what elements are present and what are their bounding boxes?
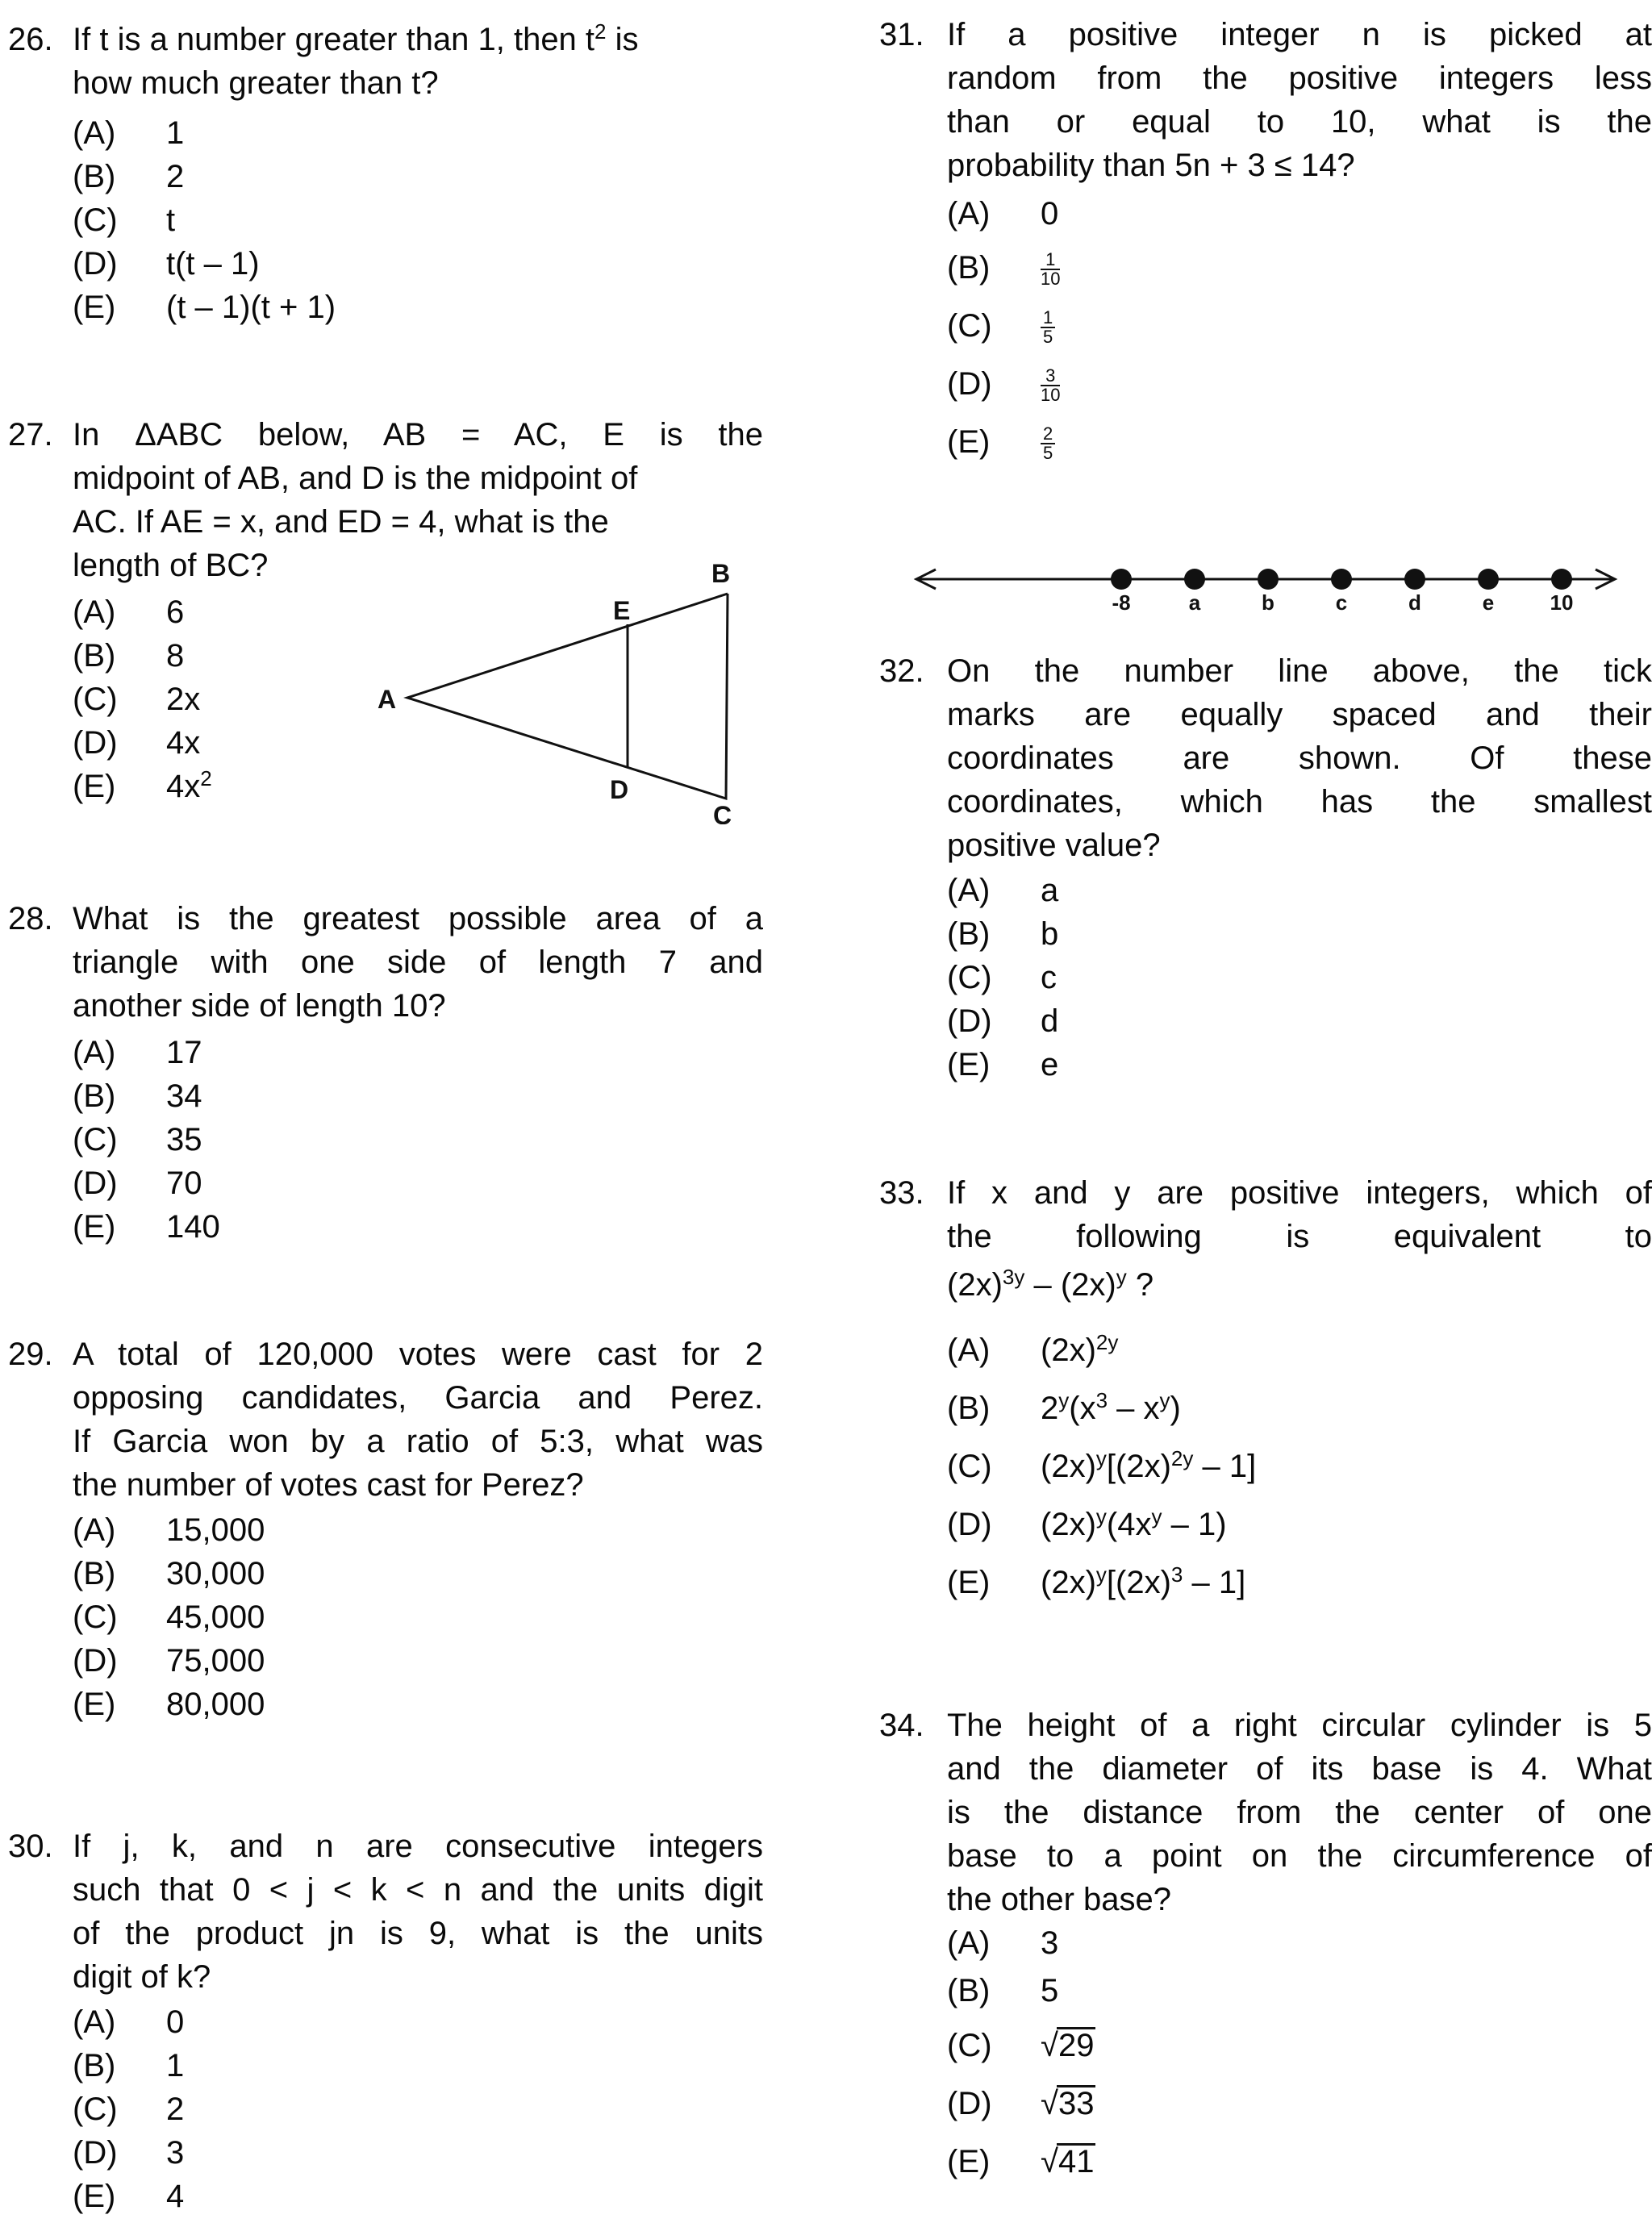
- triangle-figure: [371, 550, 750, 824]
- choice-value: 35: [166, 1122, 202, 1157]
- choice-letter: (A): [73, 115, 116, 151]
- question-text-line: coordinates are shown. Of these: [947, 740, 1652, 776]
- choice-letter: (C): [73, 1122, 118, 1157]
- choice-letter: (D): [73, 2135, 118, 2171]
- question-number: 28.: [8, 901, 53, 936]
- choice-value: e: [1041, 1047, 1059, 1082]
- choice-expression: $(2x)^{2y}$: [1041, 1330, 1119, 1368]
- choice-value: 2: [166, 159, 185, 194]
- tick-point: [1111, 569, 1132, 590]
- choice-letter: (C): [947, 2028, 992, 2063]
- question-text-line: marks are equally spaced and their: [947, 697, 1652, 732]
- question-text-line: digit of k?: [73, 1959, 211, 1995]
- choice-expression: $(2x)^y[(2x)^3 - 1]$: [1041, 1562, 1246, 1600]
- choice-value: 5: [1041, 1973, 1059, 2008]
- tick-label: 10: [1550, 590, 1574, 615]
- question-number: 29.: [8, 1337, 53, 1372]
- choice-letter: (C): [947, 960, 992, 995]
- choice-letter: (C): [73, 2092, 118, 2127]
- question-text-line: coordinates, which has the smallest: [947, 784, 1652, 820]
- triangle-outline: [407, 594, 728, 799]
- choice-letter: (B): [73, 1556, 116, 1591]
- choice-letter: (B): [73, 159, 116, 194]
- question-text-line: and the diameter of its base is 4. What: [947, 1751, 1652, 1787]
- choice-expression: $2^y(x^3 - x^y)$: [1041, 1388, 1181, 1426]
- question-text-line: another side of length 10?: [73, 988, 446, 1024]
- question-text-line: of the product jn is 9, what is the units: [73, 1916, 763, 1951]
- question-text-line: length of BC?: [73, 548, 269, 583]
- choice-letter: (E): [73, 1687, 116, 1722]
- choice-letter: (C): [73, 1599, 118, 1635]
- vertex-label-b: B: [711, 559, 731, 588]
- choice-letter: (E): [73, 769, 116, 804]
- choice-letter: (C): [73, 202, 118, 238]
- choice-value: 4: [166, 2179, 185, 2214]
- choice-value: 1: [166, 115, 185, 151]
- choice-letter: (E): [73, 2179, 116, 2214]
- tick-point: [1258, 569, 1279, 590]
- question-30: [0, 1825, 774, 2214]
- choice-letter: (A): [947, 873, 991, 908]
- choice-letter: (D): [73, 246, 118, 282]
- choice-letter: (D): [73, 725, 118, 761]
- exponent: 2: [200, 766, 212, 790]
- question-text-line: If t is a number greater than 1, then $t^2$ is: [73, 19, 639, 57]
- choice-letter: (E): [947, 2144, 991, 2179]
- question-29: [0, 1333, 774, 1722]
- question-31: [879, 13, 1652, 464]
- question-text-line: opposing candidates, Garcia and Perez.: [73, 1380, 763, 1416]
- choice-value: 8: [166, 638, 185, 674]
- question-text-line: base to a point on the circumference of: [947, 1838, 1652, 1874]
- question-number: 34.: [879, 1708, 924, 1743]
- choice-value: 75,000: [166, 1643, 265, 1679]
- vertex-label-c: C: [713, 801, 732, 824]
- exponent: 2: [594, 19, 607, 44]
- vertex-label-d: D: [610, 775, 629, 804]
- choice-expression: $(2x)^y[(2x)^{2y} - 1]$: [1041, 1446, 1257, 1484]
- question-27: [0, 413, 774, 824]
- question-text-line: If Garcia won by a ratio of 5:3, what was: [73, 1424, 763, 1459]
- tick-label: c: [1335, 590, 1348, 615]
- choice-value: 80,000: [166, 1687, 265, 1722]
- choice-letter: (B): [947, 916, 991, 952]
- choice-letter: (A): [947, 1925, 991, 1961]
- choice-letter: (B): [947, 250, 991, 286]
- tick-label: d: [1408, 590, 1421, 615]
- tick-point: [1404, 569, 1425, 590]
- choice-letter: (A): [947, 1333, 991, 1368]
- question-text-line: If j, k, and n are consecutive integers: [73, 1829, 763, 1864]
- choice-value: t(t – 1): [166, 246, 260, 282]
- choice-value: b: [1041, 916, 1059, 952]
- question-number: 27.: [8, 417, 53, 453]
- question-text-line: A total of 120,000 votes were cast for 2: [73, 1337, 763, 1372]
- choice-fraction: $\frac{1}{10}$: [1041, 249, 1061, 290]
- choice-value: 17: [166, 1035, 202, 1070]
- choice-letter: (E): [947, 1565, 991, 1600]
- square-root: √41: [1041, 2144, 1095, 2179]
- question-text-line: If a positive integer n is picked at: [947, 17, 1652, 52]
- choice-letter: (D): [73, 1166, 118, 1201]
- choice-value: a: [1041, 873, 1059, 908]
- choice-letter: (D): [947, 366, 992, 402]
- question-28: [0, 897, 774, 1245]
- choice-value: 45,000: [166, 1599, 265, 1635]
- tick-label: a: [1188, 590, 1201, 615]
- question-text-line: midpoint of AB, and D is the midpoint of: [73, 461, 638, 496]
- choice-fraction: $\frac{2}{5}$: [1041, 413, 1055, 471]
- choice-value: t: [166, 202, 176, 238]
- question-33: [879, 1171, 1652, 1600]
- choice-value: 0: [166, 2004, 185, 2040]
- square-root: √33: [1041, 2086, 1095, 2121]
- question-number: 30.: [8, 1829, 53, 1864]
- question-text-line: than or equal to 10, what is the: [947, 104, 1652, 140]
- choice-value: 6: [166, 594, 185, 630]
- question-32: [879, 649, 1652, 1082]
- question-text-line: In ΔABC below, AB = AC, E is the: [73, 417, 763, 453]
- choice-value: 3: [166, 2135, 185, 2171]
- choice-letter: (E): [947, 1047, 991, 1082]
- choice-value: 15,000: [166, 1512, 265, 1548]
- question-text-line: the following is equivalent to: [947, 1219, 1652, 1254]
- choice-letter: (E): [73, 1209, 116, 1245]
- number-line-figure: [912, 557, 1621, 621]
- choice-expression: $(2x)^y(4x^y - 1)$: [1041, 1504, 1227, 1542]
- choice-value: 4x: [166, 725, 201, 761]
- choice-letter: (E): [73, 290, 116, 325]
- choice-value: 0: [1041, 196, 1059, 231]
- choice-value: (t – 1)(t + 1): [166, 290, 336, 325]
- tick-point: [1551, 569, 1572, 590]
- question-text-line: probability than 5n + 3 ≤ 14?: [947, 148, 1355, 183]
- choice-value: 1: [166, 2048, 185, 2083]
- question-34: [879, 1704, 1652, 2179]
- choice-letter: (B): [947, 1391, 991, 1426]
- choice-value: 34: [166, 1078, 202, 1114]
- tick-point: [1478, 569, 1499, 590]
- choice-letter: (B): [73, 2048, 116, 2083]
- question-text-line: On the number line above, the tick: [947, 653, 1652, 689]
- choice-letter: (B): [73, 638, 116, 674]
- choice-value: 3: [1041, 1925, 1059, 1961]
- choice-value: $4x^2$: [166, 766, 212, 804]
- choice-value: c: [1041, 960, 1057, 995]
- choice-value: 30,000: [166, 1556, 265, 1591]
- question-text-line: What is the greatest possible area of a: [73, 901, 763, 936]
- tick-label: e: [1482, 590, 1495, 615]
- choice-letter: (C): [947, 308, 992, 344]
- choice-letter: (C): [73, 682, 118, 717]
- question-text-line: If x and y are positive integers, which of: [947, 1175, 1652, 1211]
- question-text-line: the other base?: [947, 1882, 1171, 1917]
- math-expression: $(2x)^{3y} - (2x)^y$ ?: [947, 1265, 1154, 1303]
- question-text-line: triangle with one side of length 7 and: [73, 945, 763, 980]
- choice-value: 70: [166, 1166, 202, 1201]
- choice-letter: (A): [73, 594, 116, 630]
- question-26: [0, 18, 774, 325]
- choice-letter: (A): [947, 196, 991, 231]
- choice-letter: (E): [947, 424, 991, 460]
- question-text-line: is the distance from the center of one: [947, 1795, 1652, 1830]
- choice-letter: (D): [73, 1643, 118, 1679]
- question-text-line: how much greater than t?: [73, 65, 439, 101]
- choice-letter: (D): [947, 1003, 992, 1039]
- choice-letter: (D): [947, 1507, 992, 1542]
- question-text-line: The height of a right circular cylinder is 5: [947, 1708, 1652, 1743]
- question-number: 26.: [8, 22, 53, 57]
- vertex-label-a: A: [378, 685, 397, 714]
- question-text-line: random from the positive integers less: [947, 60, 1652, 96]
- question-text-line: AC. If AE = x, and ED = 4, what is the: [73, 504, 609, 540]
- choice-letter: (B): [73, 1078, 116, 1114]
- choice-letter: (D): [947, 2086, 992, 2121]
- choice-letter: (A): [73, 1512, 116, 1548]
- choice-letter: (C): [947, 1449, 992, 1484]
- question-number: 32.: [879, 653, 924, 689]
- question-text-line: positive value?: [947, 828, 1161, 863]
- question-text-line: the number of votes cast for Perez?: [73, 1467, 584, 1503]
- choice-fraction: $\frac{1}{5}$: [1041, 297, 1055, 355]
- question-number: 31.: [879, 17, 924, 52]
- choice-value: 2: [166, 2092, 185, 2127]
- choice-letter: (B): [947, 1973, 991, 2008]
- choice-value: 140: [166, 1209, 220, 1245]
- choice-letter: (A): [73, 1035, 116, 1070]
- choice-value: 2x: [166, 682, 201, 717]
- tick-label: -8: [1112, 590, 1131, 615]
- choice-letter: (A): [73, 2004, 116, 2040]
- choice-value: d: [1041, 1003, 1059, 1039]
- tick-point: [1184, 569, 1205, 590]
- question-number: 33.: [879, 1175, 924, 1211]
- vertex-label-e: E: [613, 596, 631, 625]
- question-text-line: such that 0 < j < k < n and the units digit: [73, 1872, 763, 1908]
- tick-point: [1331, 569, 1352, 590]
- tick-label: b: [1262, 590, 1274, 615]
- square-root: √29: [1041, 2028, 1095, 2063]
- choice-fraction: $\frac{3}{10}$: [1041, 365, 1061, 406]
